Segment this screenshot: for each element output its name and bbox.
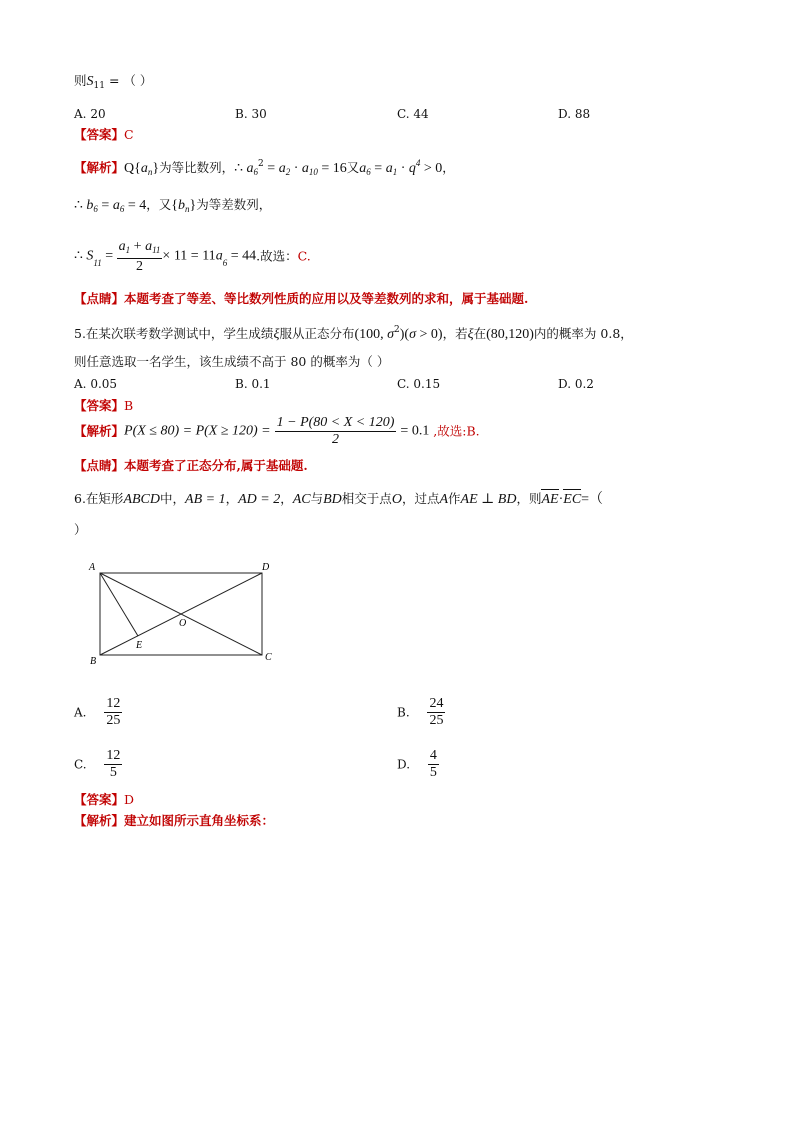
- q6-option-c-den: 5: [109, 765, 117, 780]
- q4-analysis-text2: 又: [346, 160, 360, 175]
- q6-stem-ac: AC: [292, 492, 311, 507]
- q5-analysis-result: = 0.1: [400, 423, 430, 439]
- q6-stem-ab: AB = 1: [185, 492, 226, 507]
- q4-analysis-text3: ，又: [146, 197, 172, 212]
- q5-fraction-den: 2: [332, 432, 340, 447]
- q5-stem-text4: 在: [473, 326, 487, 341]
- q4-analysis-choice: C.: [297, 248, 311, 264]
- q4-option-b[interactable]: [235, 106, 267, 122]
- q6-option-d-num: 4: [429, 748, 437, 763]
- q4-answer: [74, 126, 134, 144]
- q5-option-c[interactable]: [397, 376, 440, 392]
- q6-rectangle-figure: [84, 558, 284, 668]
- q4-option-c-label: C.: [397, 107, 410, 121]
- q4-stem-sub: 11: [93, 81, 105, 91]
- q5-stem-text3: ，若: [442, 326, 468, 341]
- q4-option-d[interactable]: [558, 106, 590, 122]
- q6-stem-t6: 相交于点: [341, 491, 392, 506]
- q5-answer-tag: 【答案】: [74, 398, 125, 413]
- q6-option-b-den: 25: [429, 713, 444, 728]
- q5-option-c-value: 0.15: [413, 377, 441, 391]
- q6-stem-t2: 中，: [160, 491, 186, 506]
- q5-option-b-value: 0.1: [251, 377, 271, 391]
- q6-option-a-num: 12: [106, 696, 121, 711]
- q5-option-d[interactable]: [558, 376, 594, 392]
- q6-stem-t9: ，则: [516, 491, 542, 506]
- q6-stem-ad: AD = 2: [238, 492, 281, 507]
- q6-option-b[interactable]: [397, 696, 445, 736]
- q4-analysis-line1: 【解析】$Q\{a_n\}$为等比数列，∴ $a_6^2 = a_2 \cdot a_{10} = 16$又$a_6 = a_1 \cdot q^4 > 0$，: [74, 158, 455, 177]
- q6-figure-label-o: O: [179, 618, 187, 629]
- q5-option-a-value: 0.05: [90, 377, 118, 391]
- q6-option-b-label: B.: [397, 705, 410, 720]
- q5-analysis-tag: 【解析】: [74, 423, 125, 439]
- q4-analysis-value16: 16: [332, 161, 347, 176]
- q6-stem-t5: 与: [310, 491, 324, 506]
- q4-comment-tag: 【点睛】: [74, 291, 125, 306]
- q5-stem-text5: 内的概率为 0.8，: [533, 326, 633, 341]
- q5-analysis: [74, 415, 480, 455]
- q5-stem-text1: 5.在某次联考数学测试中，学生成绩: [74, 326, 274, 341]
- q6-stem-t1: 6.在矩形: [74, 491, 124, 506]
- q5-comment: [74, 457, 308, 475]
- q6-option-d-label: D.: [397, 757, 411, 772]
- q6-stem-a: A: [439, 492, 449, 507]
- q4-option-a[interactable]: [74, 106, 106, 122]
- q6-option-c-label: C.: [74, 757, 87, 772]
- q6-option-c[interactable]: [74, 748, 122, 788]
- q6-stem-line1: [74, 489, 603, 509]
- q4-analysis-times: × 11 = 11: [162, 248, 216, 264]
- q6-stem-t3: ，: [225, 491, 239, 506]
- q6-stem-t7: ，过点: [401, 491, 440, 506]
- q4-option-c[interactable]: [397, 106, 429, 122]
- q5-option-a-label: A.: [74, 377, 87, 391]
- q4-comment: [74, 290, 528, 308]
- q6-stem-abcd: ABCD: [123, 492, 160, 507]
- q6-option-a-label: A.: [74, 705, 87, 720]
- q5-option-c-label: C.: [397, 377, 410, 391]
- q4-answer-tag: 【答案】: [74, 127, 125, 142]
- q4-analysis-value4: 4: [139, 198, 147, 213]
- q4-analysis-tag: 【解析】: [74, 160, 125, 175]
- q4-option-d-value: 88: [574, 107, 591, 121]
- q5-answer: [74, 397, 133, 415]
- q5-comment-text: 本题考查了正态分布,属于基础题.: [124, 458, 308, 473]
- q4-analysis-text5: .故选：: [256, 248, 298, 264]
- q6-stem-bd: BD: [323, 492, 342, 507]
- q5-option-d-value: 0.2: [574, 377, 594, 391]
- q4-option-b-value: 30: [251, 107, 267, 121]
- q6-stem-t4: ，: [280, 491, 293, 506]
- q5-answer-value: B: [124, 398, 134, 413]
- q6-stem-dot: ·: [558, 492, 564, 507]
- q4-sum-fraction: $\frac{a_1 + a_{11}}{2}$: [118, 239, 161, 274]
- q6-figure-label-d: D: [262, 562, 270, 573]
- q5-analysis-lhs: P(X ≤ 80) = P(X ≥ 120) =: [124, 423, 271, 439]
- q4-analysis-line3: ∴ $S_{11}$ = $\frac{a_1 + a_{11}}{2}$ × $11 = 11a_6 = 44$.故选：C.: [74, 239, 311, 274]
- q4-analysis-text1: 为等比数列，: [159, 160, 235, 175]
- q6-option-c-fraction: [104, 748, 122, 781]
- q4-analysis-result: = 44: [227, 248, 257, 264]
- q5-stem-text6: 则任意选取一名学生，该生成绩不高于 80 的概率为（ ）: [74, 354, 390, 369]
- q6-answer-value: D: [124, 792, 135, 807]
- q5-fraction-num: 1 − P(80 < X < 120): [276, 415, 395, 430]
- q6-stem-o: O: [391, 492, 402, 507]
- q6-option-a-den: 25: [106, 713, 121, 728]
- q4-option-d-label: D.: [558, 107, 572, 121]
- q6-figure-label-e: E: [136, 640, 143, 651]
- q4-comment-text: 本题考查了等差、等比数列性质的应用以及等差数列的求和，属于基础题.: [124, 291, 529, 306]
- q6-stem-t8: 作: [448, 491, 461, 506]
- q5-analysis-choice: B.: [466, 423, 480, 439]
- q6-answer-tag: 【答案】: [74, 792, 125, 807]
- q6-answer: [74, 791, 134, 809]
- q6-stem-vec-ec: EC: [563, 489, 581, 509]
- q4-stem-s: S: [86, 74, 94, 89]
- q6-option-a[interactable]: [74, 696, 122, 736]
- q4-option-b-label: B.: [235, 107, 248, 121]
- q6-stem-perp: AE ⊥ BD: [460, 492, 517, 507]
- q4-stem-suffix: = （ ）: [104, 73, 153, 88]
- q6-stem-vec-ae: AE: [541, 489, 558, 509]
- q4-option-a-label: A.: [74, 107, 87, 121]
- q6-stem-t10: =（: [581, 492, 604, 507]
- q6-analysis-tag: 【解析】: [74, 813, 125, 828]
- q6-option-d-den: 5: [429, 765, 437, 780]
- q4-answer-value: C: [124, 127, 134, 142]
- q6-option-d-fraction: [428, 748, 439, 781]
- q5-analysis-text: ,故选:: [429, 423, 467, 439]
- q4-because-symbol: Q: [124, 161, 135, 176]
- q6-stem-line2: [74, 521, 87, 539]
- q6-option-b-fraction: [427, 696, 445, 729]
- q4-analysis-line2: ∴ $b_6 = a_6 = 4$，又$\{b_n\}$为等差数列，: [74, 197, 272, 214]
- q5-option-d-label: D.: [558, 377, 572, 391]
- q6-figure-label-c: C: [265, 652, 272, 663]
- q6-option-c-num: 12: [106, 748, 121, 763]
- q6-option-b-num: 24: [429, 696, 444, 711]
- q5-stem-text2: 服从正态分布: [279, 326, 355, 341]
- q6-analysis-text: 建立如图所示直角坐标系：: [124, 813, 275, 828]
- q6-figure-label-a: A: [89, 562, 96, 573]
- q4-stem-prefix: 则: [74, 73, 87, 88]
- q4-stem: [74, 72, 152, 95]
- q5-option-b-label: B.: [235, 377, 248, 391]
- q4-analysis-text4: 为等差数列，: [196, 197, 272, 212]
- q5-comment-tag: 【点睛】: [74, 458, 125, 473]
- q4-option-c-value: 44: [413, 107, 429, 121]
- q4-option-a-value: 20: [90, 107, 106, 121]
- q6-option-d[interactable]: [397, 748, 439, 788]
- q5-stem-line2: [74, 353, 389, 371]
- q6-stem-t11: ）: [74, 522, 87, 537]
- q5-stem-line1: 5.在某次联考数学测试中，学生成绩ξ服从正态分布(100, $\sigma^2)(\sigma > 0)$，若ξ在(80,120)内的概率为 0.8，: [74, 325, 633, 342]
- q6-analysis: [74, 812, 274, 830]
- q6-figure-label-b: B: [90, 656, 97, 667]
- q5-option-b[interactable]: [235, 376, 271, 392]
- q5-analysis-fraction: [275, 415, 397, 448]
- q5-option-a[interactable]: [74, 376, 117, 392]
- q6-option-a-fraction: [104, 696, 122, 729]
